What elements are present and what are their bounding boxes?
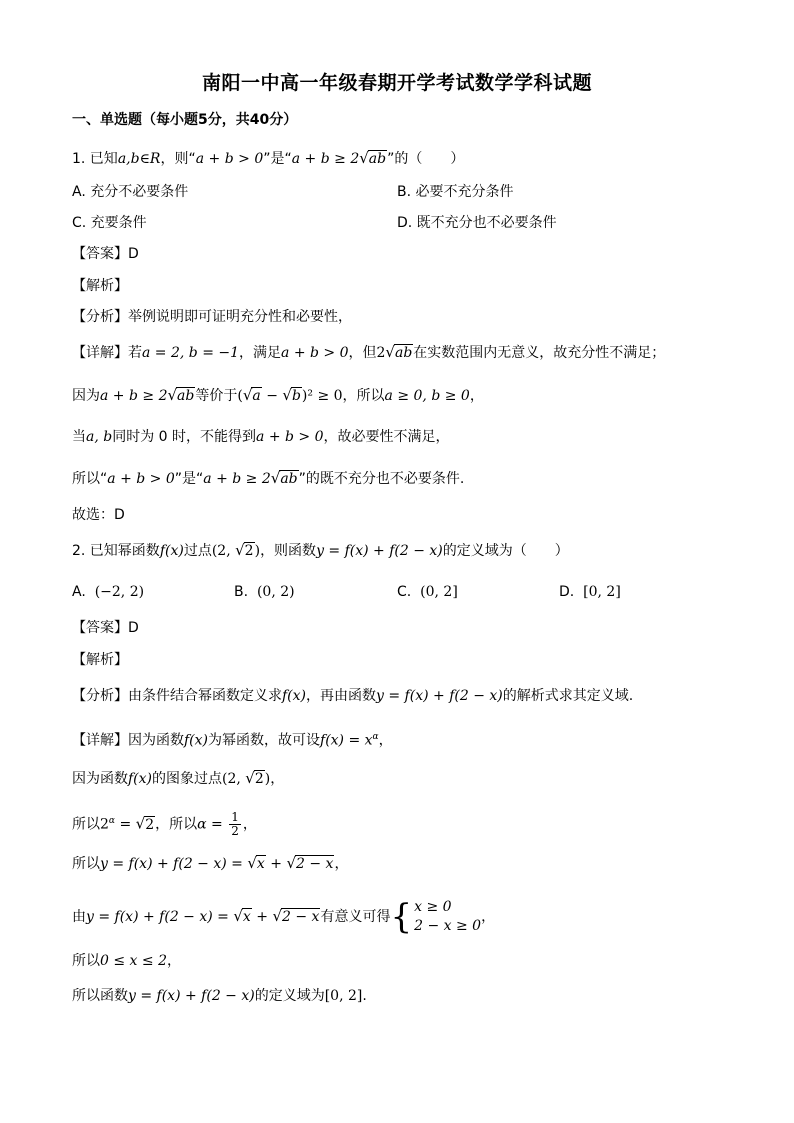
q1-l4-t1: 所以“ <box>72 471 108 487</box>
q2-d2-sqrt: 2 <box>254 771 264 787</box>
q2-detail-line4: 所以y = f(x) + f(2 − x) = √x + √2 − x， <box>72 854 349 872</box>
q1-detail-math2: a + b > 0 <box>281 345 349 361</box>
q1-l3-m1: a, b <box>86 429 113 445</box>
q2-stem-m2b: ) <box>254 543 261 559</box>
q2-detail-line6 <box>72 951 181 971</box>
q2-d5-sqrt1: x <box>242 909 251 925</box>
q1-detail-line2: 因为a + b ≥ 2√ab等价于(√a − √b)² ≥ 0，所以a ≥ 0, b ≥ 0， <box>72 386 484 404</box>
q1-l2-t1: 因为 <box>72 388 100 404</box>
q2-stem-m1: f(x) <box>159 543 184 559</box>
q1-l2-t2: 等价于 <box>195 388 238 404</box>
q2-d5-m1: y = f(x) + f(2 − x) = <box>86 909 234 925</box>
q1-stem-suffix: ”的（ ） <box>387 151 465 167</box>
q2-d2-m2b: ) <box>264 771 271 787</box>
q2-d2-m2a: (2, <box>222 771 246 787</box>
q2-option-a-value: (−2, 2) <box>94 584 145 600</box>
q1-detail-math3: 2 <box>376 345 386 361</box>
q2-stem-t1: 2. 已知幂函数 <box>72 543 160 559</box>
q2-stem-m3: y = f(x) + f(2 − x) <box>316 543 443 559</box>
q2-d2-m1: f(x) <box>128 771 153 787</box>
q1-l2-t4: ， <box>469 388 484 404</box>
q2-d4-sqrt2: 2 − x <box>296 856 334 872</box>
q2-option-a <box>72 582 144 602</box>
q2-stem-t2: 过点 <box>183 543 212 559</box>
q2-d4-m2: + <box>265 856 287 872</box>
q1-l2-t3: ，所以 <box>342 388 385 404</box>
q2-d5-sqrt2: 2 − x <box>282 909 320 925</box>
q2-detail-line2: 因为函数f(x)的图象过点(2, √2)， <box>72 769 285 787</box>
q2-d5-sys1: x ≥ 0 <box>414 899 452 915</box>
q1-option-a: A. 充分不必要条件 <box>72 184 189 200</box>
page-title: 南阳一中高一年级春期开学考试数学学科试题 <box>201 72 592 94</box>
q2-fx-t3: 的解析式求其定义域. <box>502 688 634 704</box>
q2-option-b <box>234 582 295 602</box>
q1-l4-t3: ”的既不充分也不必要条件. <box>298 471 465 487</box>
q2-detail-line7 <box>72 986 367 1006</box>
q2-fx-t2: ，再由函数 <box>306 688 377 704</box>
q2-option-c-value: (0, 2] <box>420 584 458 600</box>
q2-fx-m1: f(x) <box>282 688 307 704</box>
q2-d5-m2: + <box>251 909 273 925</box>
q1-stem-cond2: a + b ≥ 2 <box>291 151 360 167</box>
q2-d7-m2: [0, 2] <box>324 988 363 1004</box>
q2-d1-t3: ， <box>378 732 393 749</box>
q2-option-a-label: A. <box>72 584 86 600</box>
q1-l4-m2: a + b ≥ 2 <box>203 471 271 487</box>
q1-l3-t3: ，故必要性不满足， <box>323 429 450 445</box>
q2-d6-t1: 所以 <box>72 953 100 969</box>
q2-d3-den: 2 <box>231 824 239 839</box>
q1-l4-t2: ”是“ <box>174 471 204 487</box>
q2-option-b-label: B. <box>234 584 249 600</box>
q1-l3-t1: 当 <box>72 429 86 445</box>
q2-d6-m1: 0 ≤ x ≤ 2 <box>100 953 167 969</box>
q1-l2-m2c: )² ≥ 0 <box>301 388 343 404</box>
q1-l3-m2: a + b > 0 <box>256 429 324 445</box>
q2-d2-t3: ， <box>270 771 285 787</box>
q2-d3-sup: α <box>108 816 115 826</box>
q2-d3-t2: ，所以 <box>155 816 198 833</box>
q2-option-d-label: D. <box>559 584 575 600</box>
q1-stem-set: a,b∈R <box>117 151 161 167</box>
q2-d7-t1: 所以函数 <box>72 988 128 1004</box>
q2-d7-t3: . <box>362 988 367 1004</box>
q1-choice: 故选：D <box>72 507 125 523</box>
q1-l2-m3: a ≥ 0, b ≥ 0 <box>384 388 470 404</box>
q2-d4-m1: y = f(x) + f(2 − x) = <box>100 856 248 872</box>
q2-detail-line1 <box>72 727 393 751</box>
q1-stem: 1. 已知a,b∈R，则“a + b > 0”是“a + b ≥ 2√ab”的（ ） <box>72 149 465 167</box>
q1-l2-m2a: ( <box>237 388 243 404</box>
q1-detail-t1: ，满足 <box>239 345 282 361</box>
q2-stem: 2. 已知幂函数f(x)过点(2, √2)，则函数y = f(x) + f(2 − x)的定义域为（ ） <box>72 541 569 559</box>
q1-answer: 【答案】D <box>72 246 139 262</box>
q1-l2-m1: a + b ≥ 2 <box>100 388 168 404</box>
q2-d5-sys2: 2 − x ≥ 0 <box>414 918 482 934</box>
q1-stem-mid1: ，则“ <box>160 151 196 167</box>
q2-detail-line3: 所以$2^\alpha = √2$，所以α = $\frac{1}{2}$ ， <box>72 810 257 839</box>
q1-l4-m1: a + b > 0 <box>107 471 175 487</box>
q1-l2-sqrt2: a <box>252 388 261 404</box>
q1-detail-math1: a = 2, b = −1 <box>142 345 240 361</box>
q2-option-d <box>559 582 621 602</box>
q2-d3-fraction <box>229 811 241 838</box>
q2-d3-sqrt: 2 <box>145 816 155 833</box>
q2-stem-m2a: (2, <box>211 543 236 559</box>
q1-option-b: B. 必要不充分条件 <box>397 184 514 200</box>
q1-l3-t2: 同时为 0 时，不能得到 <box>112 429 257 445</box>
q1-l2-sqrt3: b <box>291 388 301 404</box>
q2-d7-m1: y = f(x) + f(2 − x) <box>128 988 255 1004</box>
section-heading: 一、单选题（每小题5分，共40分） <box>72 112 298 128</box>
q2-d4-t2: ， <box>334 856 349 872</box>
q2-stem-t3: ，则函数 <box>260 543 317 559</box>
q2-d5-t1: 由 <box>72 909 86 925</box>
q2-option-d-value: [0, 2] <box>583 584 621 600</box>
q1-detail-sqrt: ab <box>394 345 413 361</box>
q1-analysis-label: 【解析】 <box>72 278 128 294</box>
q2-d3-t1: 所以 <box>72 816 100 833</box>
q2-fenxi <box>72 686 633 706</box>
q2-d6-t2: ， <box>166 953 181 969</box>
q2-answer: 【答案】D <box>72 620 139 636</box>
q1-l2-sqrt1: ab <box>177 388 195 404</box>
q2-d3-num: 1 <box>231 810 239 825</box>
q2-option-c-label: C. <box>397 584 412 600</box>
q2-stem-sqrt: 2 <box>244 543 254 559</box>
q2-d2-t2: 的图象过点 <box>152 771 223 787</box>
q2-d3-m2: = <box>115 816 136 833</box>
q2-d5-system: { x ≥ 0 2 − x ≥ 0 <box>390 897 482 937</box>
q2-fx-t1: 【分析】由条件结合幂函数定义求 <box>72 688 282 704</box>
q2-stem-t4: 的定义域为（ ） <box>442 543 569 559</box>
q2-d3-t3: ， <box>242 816 257 833</box>
q1-option-c: C. 充要条件 <box>72 215 147 231</box>
q1-detail-t3: 在实数范围内无意义，故充分性不满足； <box>413 345 666 361</box>
q2-d1-sup: α <box>372 732 379 742</box>
q1-option-d: D. 既不充分也不必要条件 <box>397 215 557 231</box>
q2-d1-t2: 为幂函数，故可设 <box>208 732 321 749</box>
q2-fx-m2: y = f(x) + f(2 − x) <box>376 688 503 704</box>
q2-d2-t1: 因为函数 <box>72 771 128 787</box>
q1-detail-line1: 【详解】若a = 2, b = −1，满足a + b > 0，但2√ab在实数范围内无意义，故充分性不满足； <box>72 343 666 361</box>
q1-detail-line3 <box>72 427 450 447</box>
q2-d1-m2: f(x) = x <box>320 732 373 749</box>
q1-detail-line4: 所以“a + b > 0”是“a + b ≥ 2√ab”的既不充分也不必要条件. <box>72 469 465 487</box>
q1-detail-label: 【详解】若 <box>72 345 142 361</box>
q2-d1-m1: f(x) <box>184 732 209 749</box>
q1-fenxi: 【分析】举例说明即可证明充分性和必要性， <box>72 309 352 325</box>
q2-d3-m3: α = <box>197 816 228 833</box>
q2-d3-m1: 2 <box>100 816 109 833</box>
q2-d4-sqrt1: x <box>256 856 265 872</box>
q2-d4-t1: 所以 <box>72 856 100 872</box>
q2-d5-t3: ， <box>481 909 496 925</box>
q1-stem-mid2: ”是“ <box>263 151 292 167</box>
q2-d5-t2: 有意义可得 <box>320 909 391 925</box>
q2-d7-t2: 的定义域为 <box>254 988 325 1004</box>
q1-l4-sqrt: ab <box>280 471 298 487</box>
q2-option-b-value: (0, 2) <box>256 584 295 600</box>
q1-detail-t2: ，但 <box>348 345 377 361</box>
q1-l2-m2b: − <box>261 388 283 404</box>
q1-stem-cond1: a + b > 0 <box>195 151 264 167</box>
q1-stem-prefix: 1. 已知 <box>72 151 118 167</box>
q1-stem-sqrt: ab <box>368 151 387 167</box>
q2-analysis-label: 【解析】 <box>72 652 128 668</box>
q2-detail-line5: 由y = f(x) + f(2 − x) = √x + √2 − x有意义可得 { x ≥ 0 2 − x ≥ 0 ， <box>72 897 496 937</box>
q2-d1-t1: 【详解】因为函数 <box>72 732 184 749</box>
q2-option-c <box>397 582 458 602</box>
